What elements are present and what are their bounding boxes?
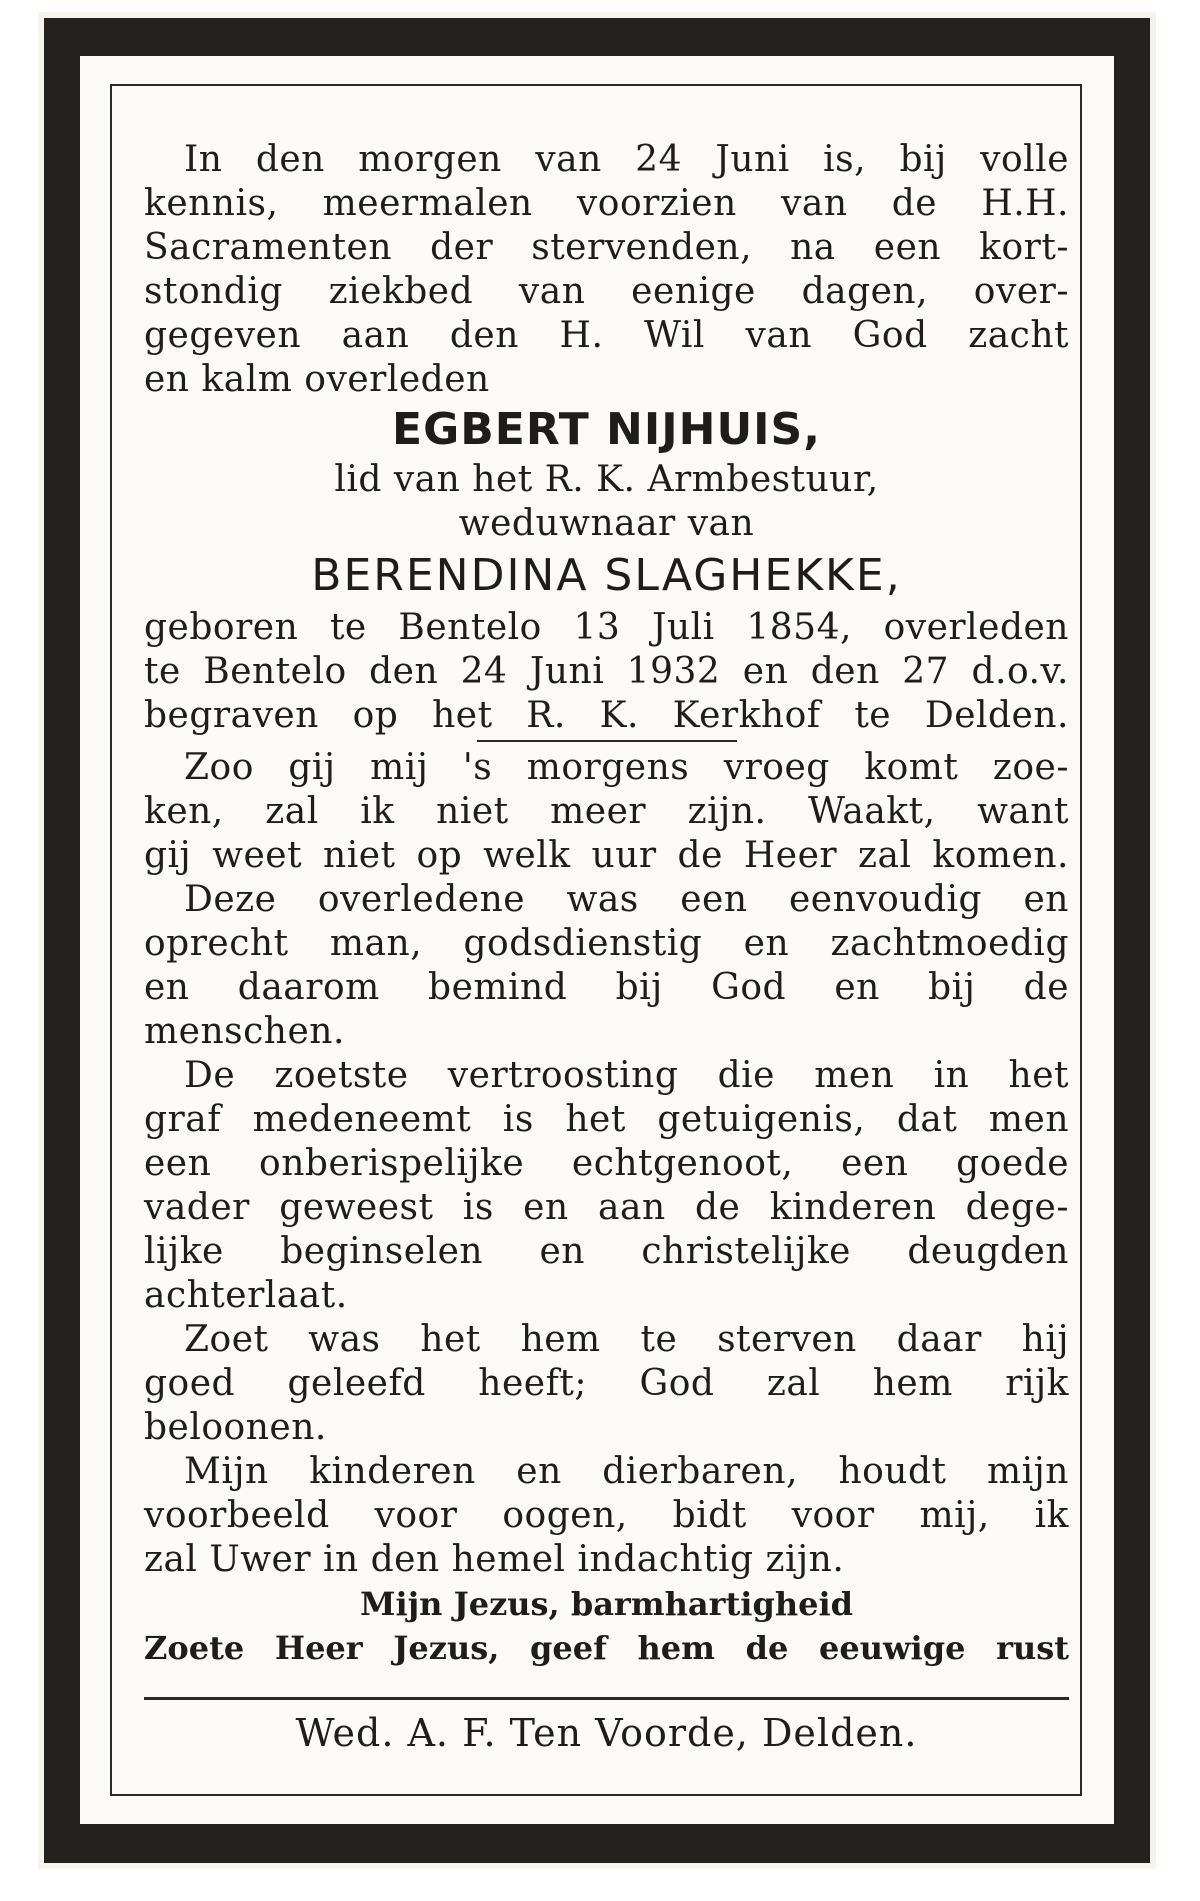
intro-line: In den morgen van 24 Juni is, bij volle — [184, 139, 1069, 180]
paragraph-line: goed geleefd heeft; God zal hem rijk — [144, 1363, 1069, 1404]
paragraph-line: lijke beginselen en christelijke deugden — [144, 1231, 1069, 1272]
paragraph-line: oprecht man, godsdienstig en zachtmoedig — [144, 923, 1069, 964]
short-divider — [477, 740, 737, 742]
paragraph-line: en daarom bemind bij God en bij de — [144, 967, 1069, 1008]
paragraph-line: zal Uwer in den hemel indachtig zijn. — [144, 1539, 845, 1580]
printer-credit: Wed. A. F. Ten Voorde, Delden. — [295, 1711, 918, 1755]
paragraph-line: achterlaat. — [144, 1275, 348, 1316]
paragraph-line: Deze overledene was een eenvoudig en — [184, 879, 1069, 920]
intro-line: en kalm overleden — [144, 359, 490, 400]
paragraph-line: graf medeneemt is het getuigenis, dat men — [144, 1099, 1069, 1140]
paragraph-line: gij weet niet op welk uur de Heer zal komen. — [144, 835, 1069, 876]
paragraph-line: De zoetste vertroosting die men in het — [184, 1055, 1069, 1096]
paragraph-line: vader geweest is en aan de kinderen dege- — [144, 1187, 1069, 1228]
paragraph-line: Zoet was het hem te sterven daar hij — [184, 1319, 1069, 1360]
paragraph-line: menschen. — [144, 1011, 345, 1052]
intro-line: stondig ziekbed van eenige dagen, over- — [144, 271, 1069, 312]
spouse-name: BERENDINA SLAGHEKKE, — [311, 550, 902, 601]
paragraph-line: ken, zal ik niet meer zijn. Waakt, want — [144, 791, 1069, 832]
paragraph-line: een onberispelijke echtgenoot, een goede — [144, 1143, 1069, 1184]
widower-of: weduwnaar van — [458, 503, 755, 544]
paragraph-line: beloonen. — [144, 1407, 327, 1448]
deceased-name: EGBERT NIJHUIS, — [392, 404, 821, 455]
footer-divider — [144, 1697, 1069, 1700]
deceased-role: lid van het R. K. Armbestuur, — [334, 459, 879, 500]
prayer-line: Zoete Heer Jezus, geef hem de eeuwige rust — [144, 1629, 1069, 1667]
card-text — [144, 138, 1069, 1670]
dates-line: begraven op het R. K. Kerkhof te Delden. — [144, 695, 1069, 736]
intro-line: gegeven aan den H. Wil van God zacht — [144, 315, 1069, 356]
paragraph-line: Zoo gij mij 's morgens vroeg komt zoe- — [184, 747, 1069, 788]
prayer-line: Mijn Jezus, barmhartigheid — [360, 1585, 853, 1623]
paragraph-line: Mijn kinderen en dierbaren, houdt mijn — [184, 1451, 1069, 1492]
paragraph-line: voorbeeld voor oogen, bidt voor mij, ik — [144, 1495, 1069, 1536]
intro-line: kennis, meermalen voorzien van de H.H. — [144, 183, 1069, 224]
intro-line: Sacramenten der stervenden, na een kort- — [144, 227, 1069, 268]
dates-line: geboren te Bentelo 13 Juli 1854, overleden — [144, 607, 1069, 648]
dates-line: te Bentelo den 24 Juni 1932 en den 27 d.o.v. — [144, 651, 1069, 692]
